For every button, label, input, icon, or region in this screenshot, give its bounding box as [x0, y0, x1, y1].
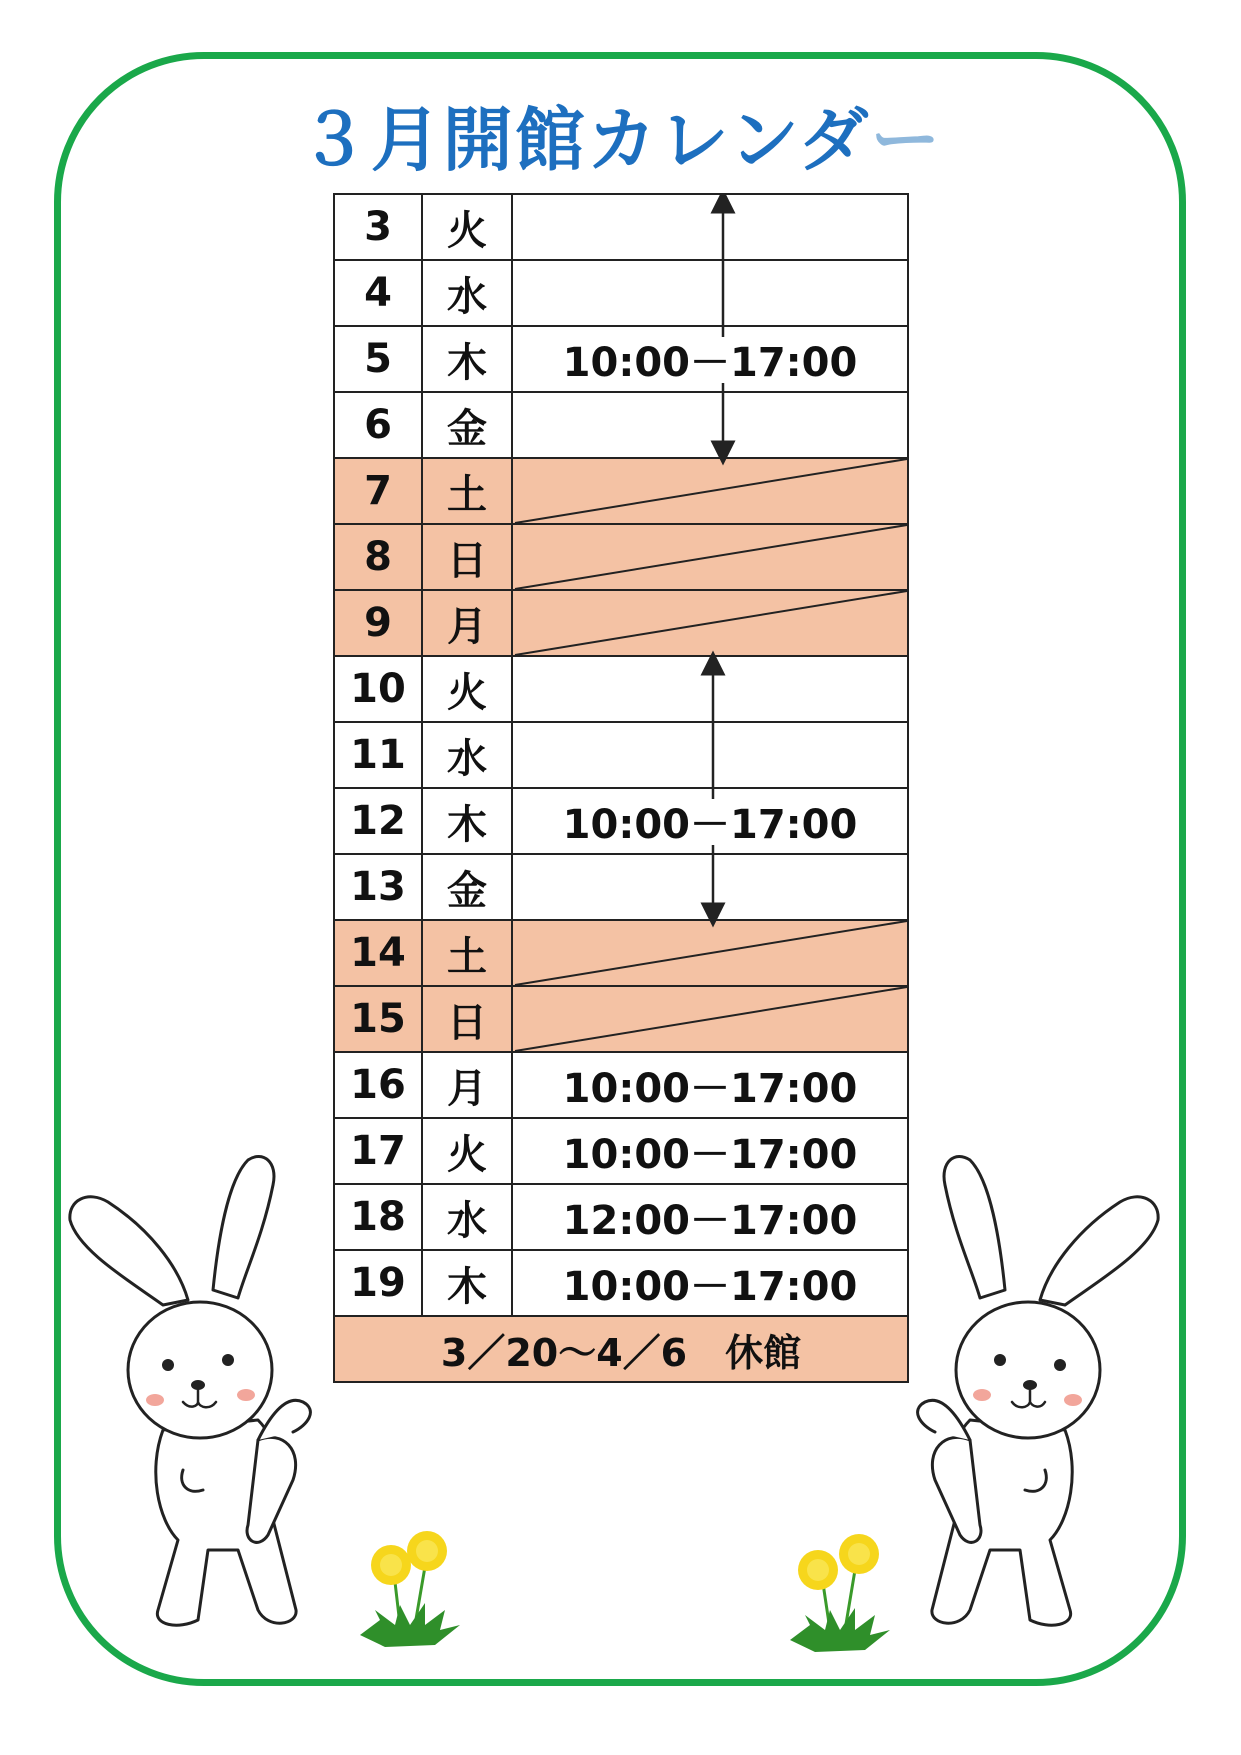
day-cell: 8: [333, 525, 423, 591]
weekday-cell: 日: [423, 987, 513, 1053]
day-cell: 10: [333, 657, 423, 723]
weekday-cell: 水: [423, 1185, 513, 1251]
day-cell: 5: [333, 327, 423, 393]
table-row: [333, 1119, 909, 1185]
weekday-cell: 土: [423, 459, 513, 525]
table-row: [333, 987, 909, 1053]
weekday-cell: 火: [423, 657, 513, 723]
table-row: [333, 1251, 909, 1317]
day-cell: 7: [333, 459, 423, 525]
table-row: [333, 855, 909, 921]
table-row: [333, 921, 909, 987]
weekday-cell: 土: [423, 921, 513, 987]
hours-cell: [513, 195, 909, 261]
table-row: [333, 657, 909, 723]
day-cell: 11: [333, 723, 423, 789]
weekday-cell: 水: [423, 723, 513, 789]
hours-cell: [513, 261, 909, 327]
table-row: [333, 1053, 909, 1119]
table-row: [333, 195, 909, 261]
hours-cell: [513, 921, 909, 987]
weekday-cell: 火: [423, 1119, 513, 1185]
table-row: [333, 525, 909, 591]
hours-cell: [513, 525, 909, 591]
day-cell: 15: [333, 987, 423, 1053]
hours-cell: [513, 723, 909, 789]
hours-cell: [513, 591, 909, 657]
bunny-right-illustration: [890, 1140, 1170, 1640]
weekday-cell: 月: [423, 1053, 513, 1119]
day-cell: 6: [333, 393, 423, 459]
table-row: [333, 327, 909, 393]
hours-cell: [513, 855, 909, 921]
page-title: [0, 84, 1241, 185]
hours-cell: 10:00－17:00: [513, 789, 909, 855]
table-row: [333, 459, 909, 525]
table-row: [333, 723, 909, 789]
hours-cell: 10:00－17:00: [513, 1053, 909, 1119]
hours-cell: 10:00－17:00: [513, 1119, 909, 1185]
weekday-cell: 火: [423, 195, 513, 261]
hours-cell: 10:00－17:00: [513, 1251, 909, 1317]
hours-cell: 10:00－17:00: [513, 327, 909, 393]
weekday-cell: 水: [423, 261, 513, 327]
day-cell: 18: [333, 1185, 423, 1251]
day-cell: 3: [333, 195, 423, 261]
dandelion-right-illustration: [785, 1530, 895, 1660]
weekday-cell: 金: [423, 855, 513, 921]
hours-cell: [513, 987, 909, 1053]
table-row: [333, 261, 909, 327]
day-cell: 9: [333, 591, 423, 657]
day-cell: 4: [333, 261, 423, 327]
weekday-cell: 月: [423, 591, 513, 657]
weekday-cell: 木: [423, 327, 513, 393]
table-row: [333, 789, 909, 855]
day-cell: 13: [333, 855, 423, 921]
hours-cell: [513, 393, 909, 459]
day-cell: 12: [333, 789, 423, 855]
dandelion-left-illustration: [355, 1525, 465, 1655]
hours-cell: 12:00－17:00: [513, 1185, 909, 1251]
weekday-cell: 木: [423, 1251, 513, 1317]
weekday-cell: 金: [423, 393, 513, 459]
title-text: ３月開館カレンダ: [298, 99, 871, 181]
day-cell: 14: [333, 921, 423, 987]
table-row: [333, 393, 909, 459]
hours-cell: [513, 459, 909, 525]
weekday-cell: 日: [423, 525, 513, 591]
closure-notice: 3／20～4／6 休館: [333, 1317, 909, 1383]
table-row: [333, 591, 909, 657]
bunny-left-illustration: [68, 1140, 348, 1640]
title-text-end: ー: [870, 99, 943, 181]
day-cell: 19: [333, 1251, 423, 1317]
weekday-cell: 木: [423, 789, 513, 855]
day-cell: 17: [333, 1119, 423, 1185]
hours-cell: [513, 657, 909, 723]
day-cell: 16: [333, 1053, 423, 1119]
table-row: [333, 1185, 909, 1251]
